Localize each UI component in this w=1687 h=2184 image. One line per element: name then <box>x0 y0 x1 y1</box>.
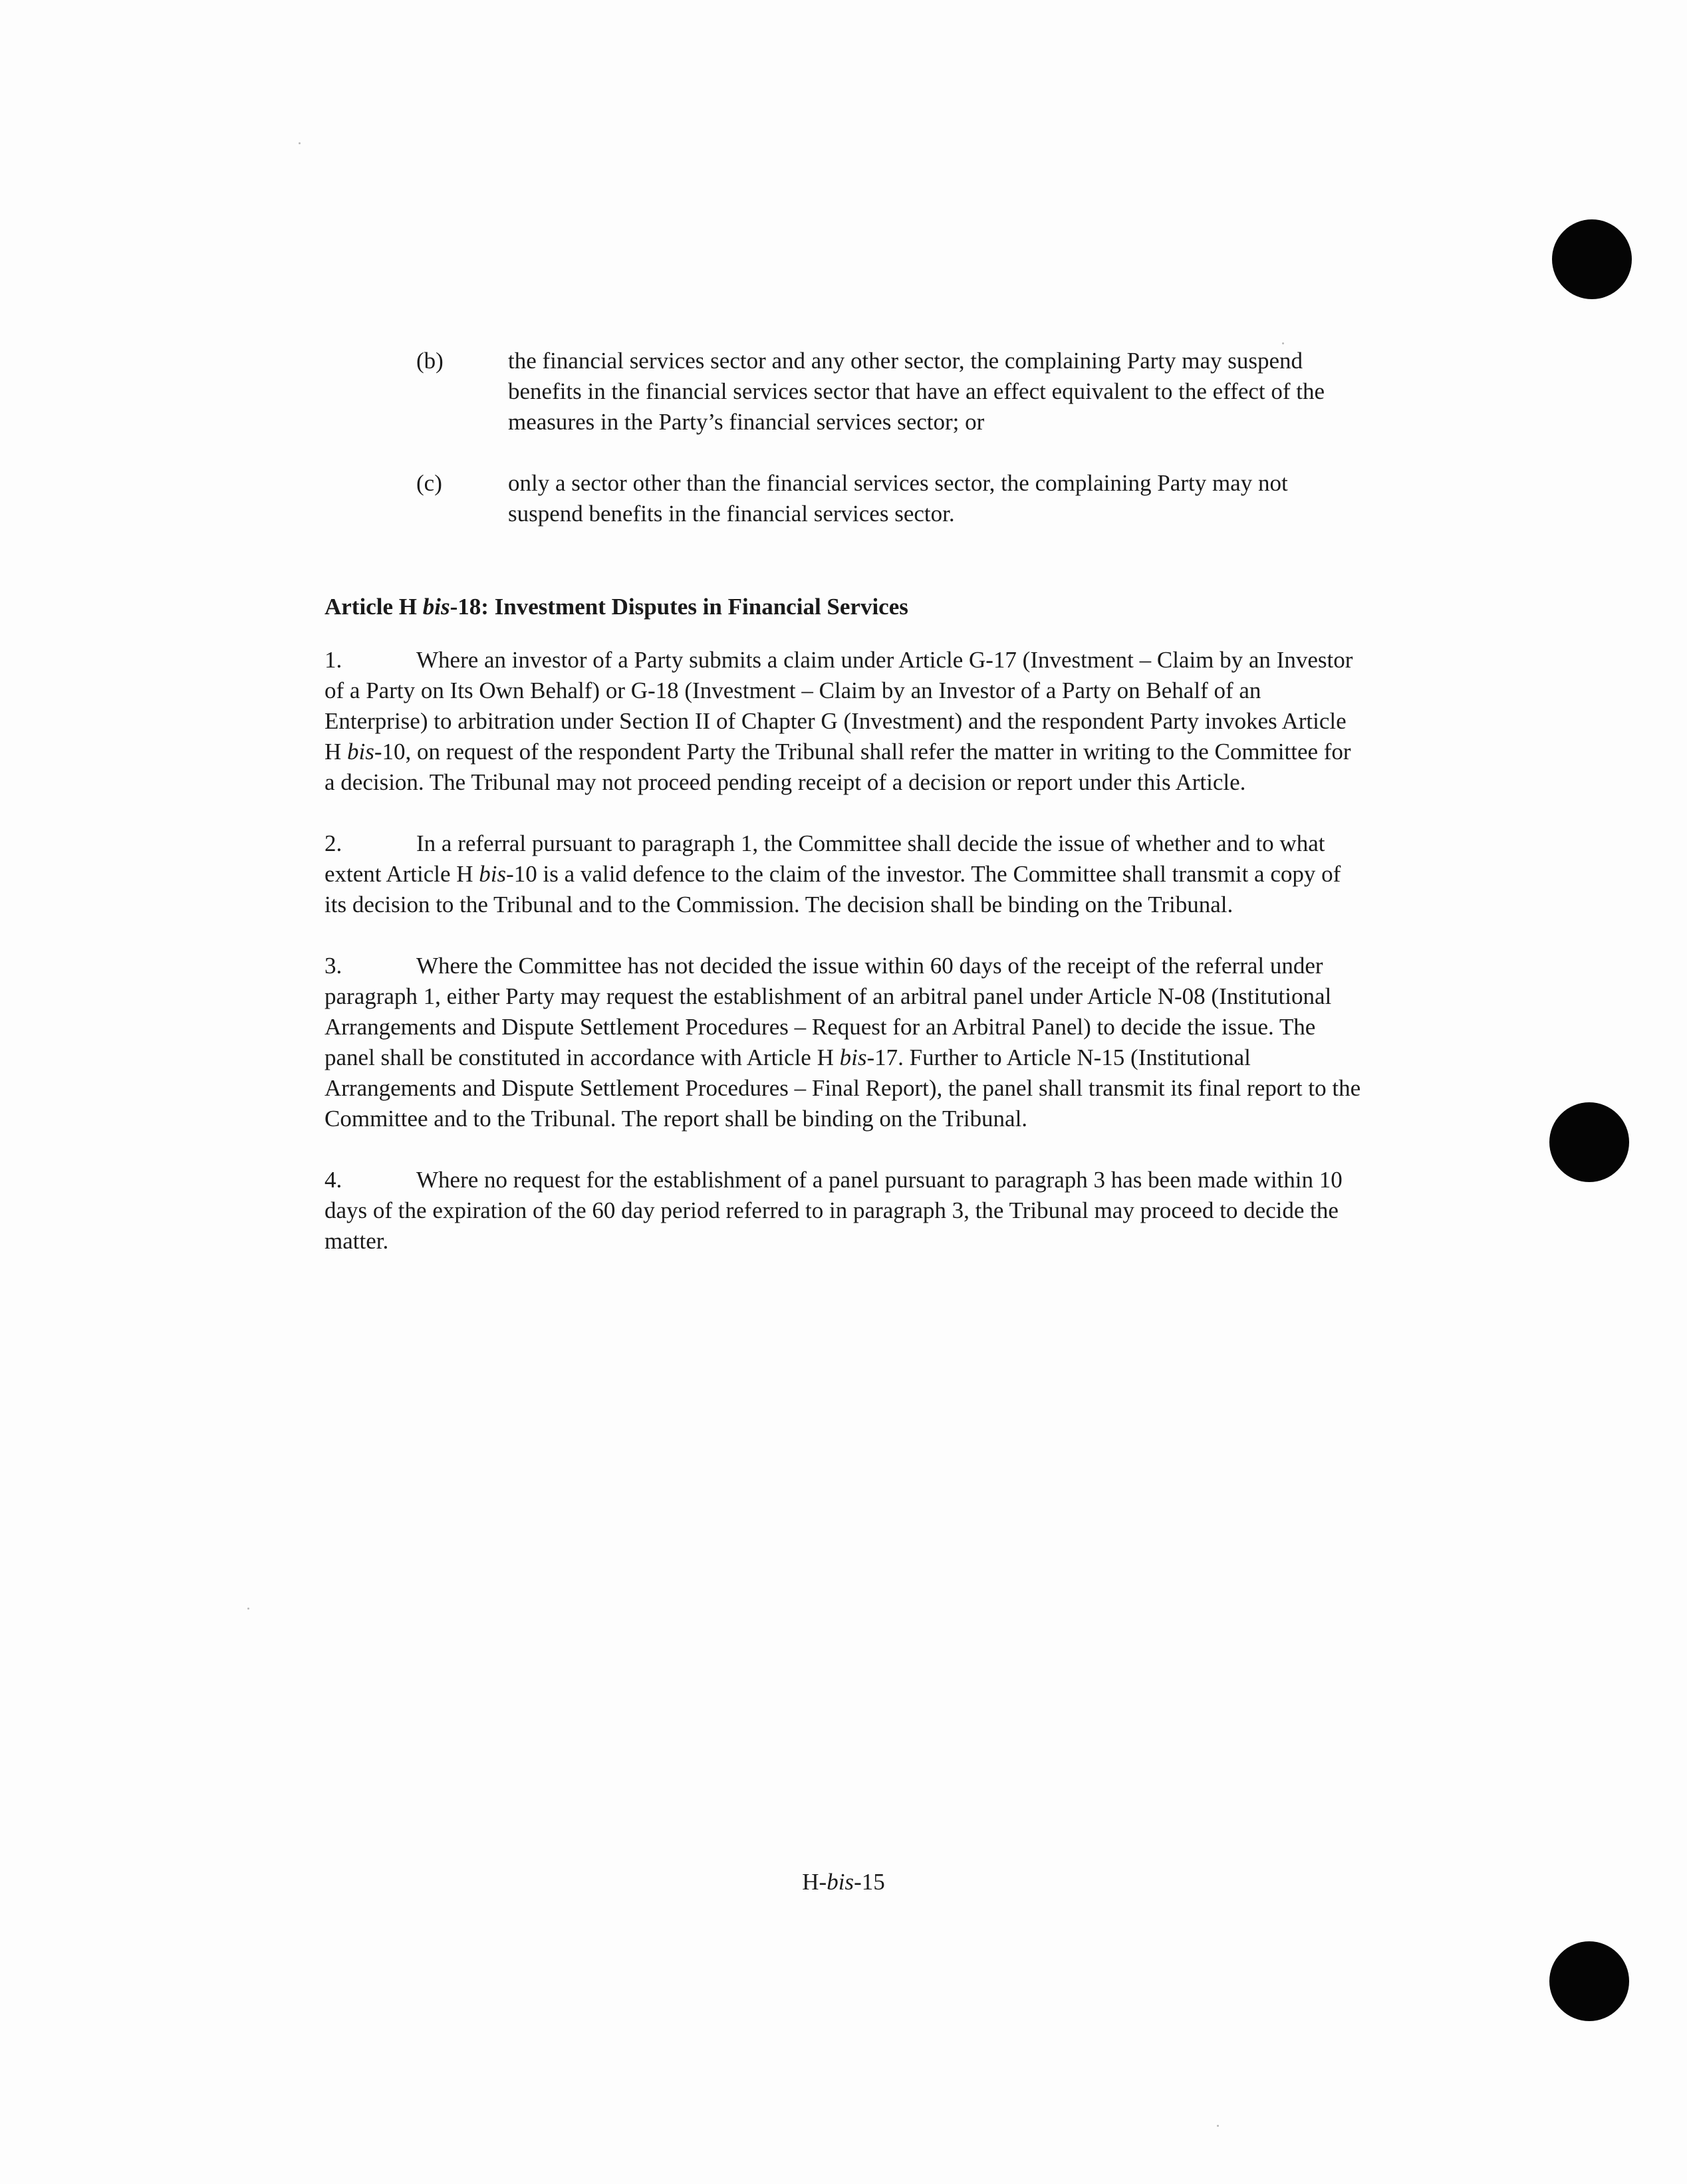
paragraph-number: 2. <box>324 830 342 856</box>
article-heading-suffix: -18: Investment Disputes in Financial Services <box>450 594 908 620</box>
paragraph-2 <box>324 828 1362 920</box>
paragraph-number: 4. <box>324 1167 342 1193</box>
paragraph-text: Where no request for the establishment of a panel pursuant to paragraph 3 has been made within 10 days of the expiration of the 60 day period referred to in paragraph 3, the Tribunal may proceed to decide the matter. <box>324 1167 1343 1254</box>
sub-item-label: (c) <box>416 470 442 496</box>
paragraph-bis: bis <box>839 1044 867 1070</box>
punch-hole-bottom <box>1549 1941 1629 2021</box>
document-body <box>324 346 1362 1287</box>
paragraph-bis: bis <box>347 739 374 765</box>
page-number <box>0 1867 1687 1897</box>
paragraph-number: 1. <box>324 647 342 673</box>
scan-speck <box>299 142 301 144</box>
punch-hole-middle <box>1549 1102 1629 1182</box>
paragraph-1 <box>324 645 1362 798</box>
paragraph-bis: bis <box>479 861 507 887</box>
paragraph-text: -10, on request of the respondent Party the Tribunal shall refer the matter in writing to the Committee for a decision. The Tribunal may not proceed pending receipt of a decision or report under this Article. <box>324 739 1351 795</box>
scan-speck <box>1217 2125 1219 2127</box>
paragraph-text: -17. Further to Article N-15 (Institutional Arrangements and Dispute Settlement Procedures – Final Report), the panel shall transmit its final report to the Committee and to the Tribunal. The report shall be binding on the Tribunal. <box>324 1044 1361 1132</box>
sub-item-label: (b) <box>416 348 444 374</box>
paragraph-number: 3. <box>324 953 342 979</box>
paragraph-4 <box>324 1165 1362 1257</box>
paragraph-text: Where an investor of a Party submits a claim under Article G-17 (Investment – Claim by an Investor of a Party on Its Own Behalf) or G-18 (Investment – Claim by an Investor of a Party on Behalf of an Enterprise) to arbitration under Section II of Chapter G (Investment) and the respondent Party invokes Article H <box>324 647 1353 765</box>
scan-speck <box>247 1608 249 1610</box>
sub-item-c <box>416 468 1362 529</box>
article-heading-bis: bis <box>422 594 450 620</box>
page-number-suffix: -15 <box>854 1869 885 1895</box>
page-number-prefix: H- <box>802 1869 827 1895</box>
article-heading-prefix: Article H <box>324 594 423 620</box>
paragraph-text: -10 is a valid defence to the claim of the investor. The Committee shall transmit a copy of its decision to the Tribunal and to the Commission. The decision shall be binding on the Tribunal. <box>324 861 1341 917</box>
paragraph-text: In a referral pursuant to paragraph 1, the Committee shall decide the issue of whether and to what extent Article H <box>324 830 1325 887</box>
sub-item-text: the financial services sector and any other sector, the complaining Party may suspend benefits in the financial services sector that have an effect equivalent to the effect of the measures in the Party’s financial services sector; or <box>508 348 1325 435</box>
sub-item-text: only a sector other than the financial services sector, the complaining Party may not suspend benefits in the financial services sector. <box>508 470 1288 527</box>
paragraph-text: Where the Committee has not decided the issue within 60 days of the receipt of the referral under paragraph 1, either Party may request the establishment of an arbitral panel under Article N-08 (Institutional Arrangements and Dispute Settlement Procedures – Request for an Arbitral Panel) to decide the issue. The panel shall be constituted in accordance with Article H <box>324 953 1332 1070</box>
article-heading <box>324 592 1362 622</box>
scan-speck <box>1282 342 1284 344</box>
page-number-bis: bis <box>827 1869 854 1895</box>
punch-hole-top <box>1552 219 1632 299</box>
paragraph-3 <box>324 951 1362 1134</box>
sub-item-b <box>416 346 1362 437</box>
